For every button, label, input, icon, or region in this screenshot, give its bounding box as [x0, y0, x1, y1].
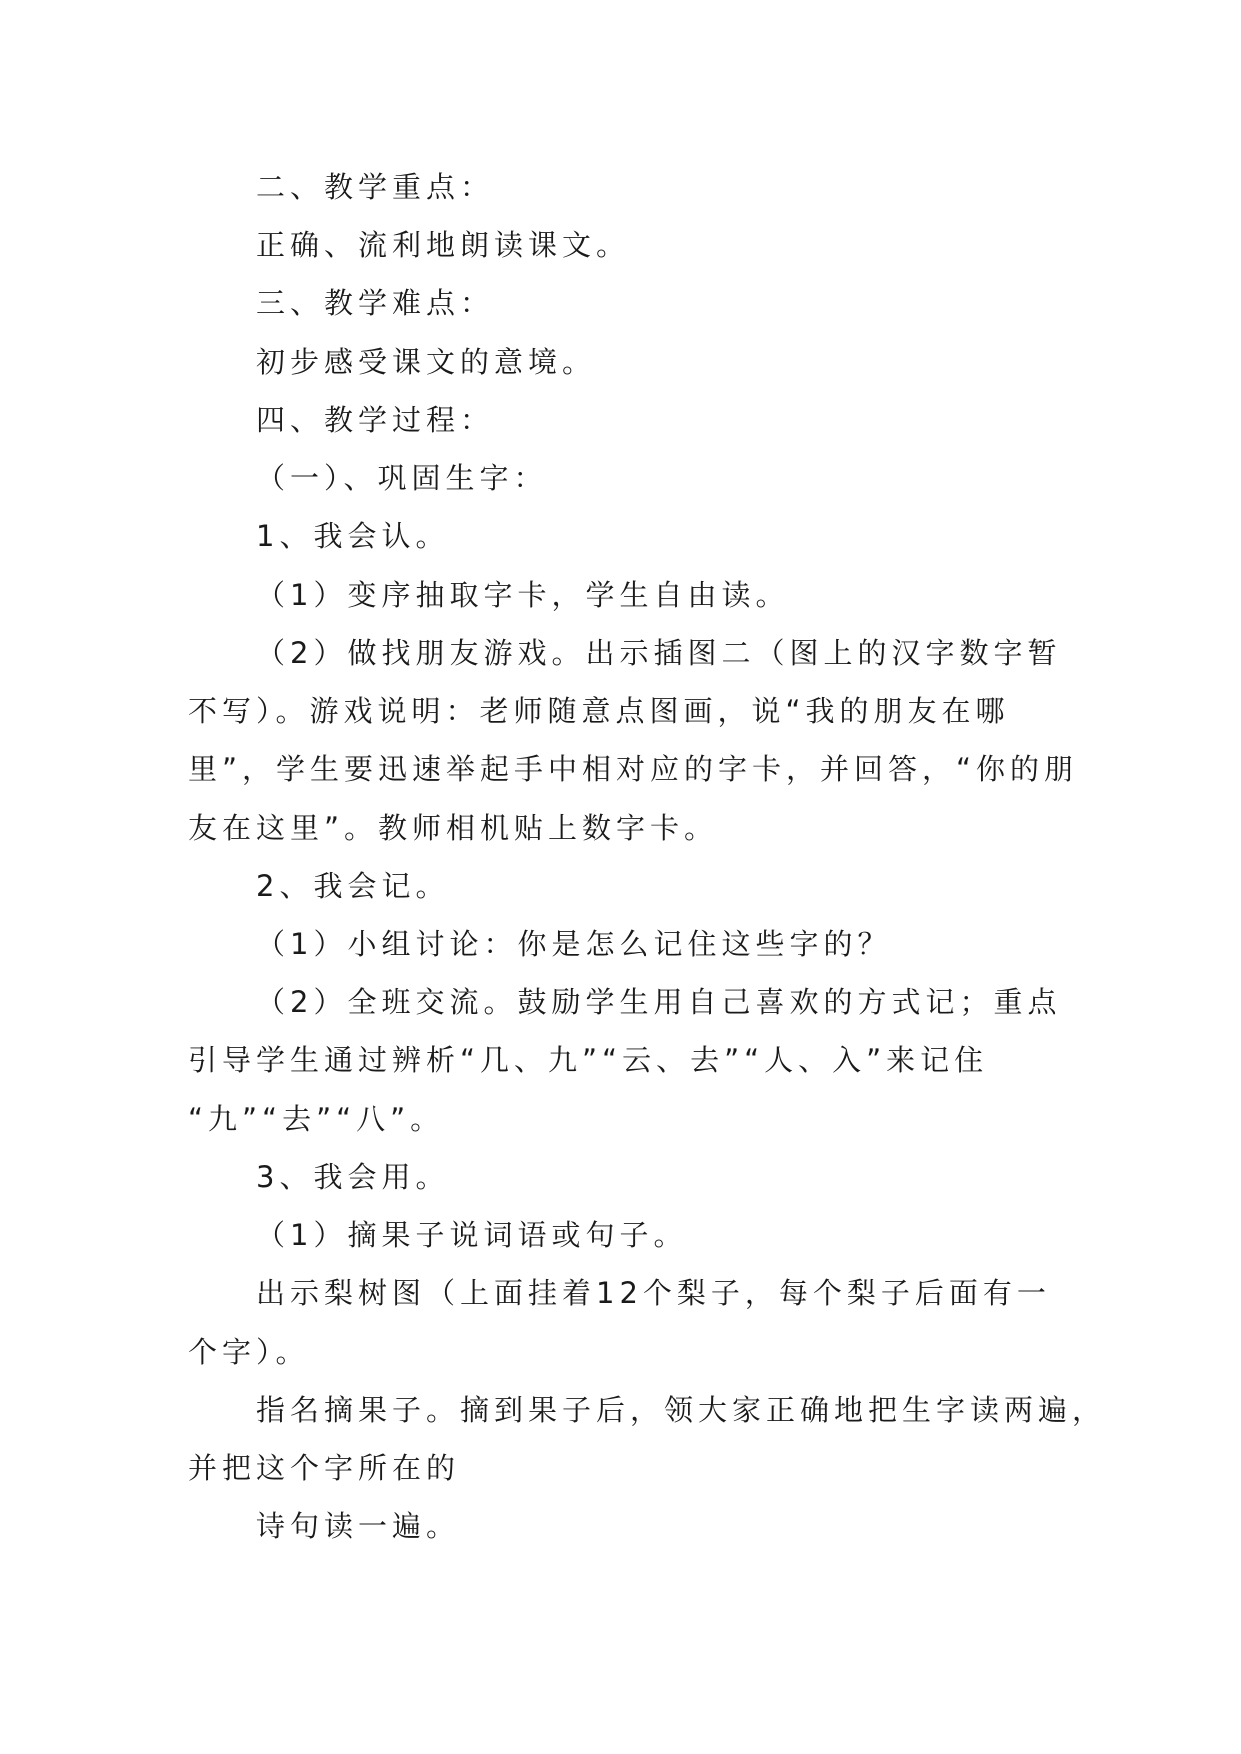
list-item-heading: 1、我会认。: [256, 519, 450, 553]
list-item: （1）变序抽取字卡，学生自由读。: [256, 578, 790, 612]
paragraph-line: 正确、流利地朗读课文。: [256, 228, 631, 262]
paragraph-line: 里”，学生要迅速举起手中相对应的字卡，并回答，“你的朋: [188, 752, 1079, 786]
list-item: （2）全班交流。鼓励学生用自己喜欢的方式记；重点: [256, 985, 1062, 1019]
list-item-heading: 3、我会用。: [256, 1160, 450, 1194]
paragraph-line: 个字）。: [188, 1335, 310, 1369]
paragraph-line: 诗句读一遍。: [256, 1509, 461, 1543]
heading-teaching-focus: 二、教学重点：: [256, 170, 495, 204]
paragraph-line: 初步感受课文的意境。: [256, 345, 597, 379]
paragraph-line: 不写）。游戏说明：老师随意点图画，说“我的朋友在哪: [188, 694, 1010, 728]
paragraph-line: “九”“去”“八”。: [188, 1102, 445, 1136]
paragraph-line: 并把这个字所在的: [188, 1451, 461, 1485]
heading-teaching-process: 四、教学过程：: [256, 403, 495, 437]
list-item: （2）做找朋友游戏。出示插图二（图上的汉字数字暂: [256, 636, 1062, 670]
paragraph-line: 指名摘果子。摘到果子后，领大家正确地把生字读两遍，: [256, 1393, 1107, 1427]
paragraph-line: 引导学生通过辨析“几、九”“云、去”“人、入”来记住: [188, 1043, 989, 1077]
list-item: （1）小组讨论：你是怎么记住这些字的？: [256, 927, 892, 961]
paragraph-line: 出示梨树图（上面挂着12个梨子，每个梨子后面有一: [256, 1276, 1051, 1310]
heading-teaching-difficulty: 三、教学难点：: [256, 286, 495, 320]
list-item-heading: 2、我会记。: [256, 869, 450, 903]
list-item: （1）摘果子说词语或句子。: [256, 1218, 688, 1252]
paragraph-line: 友在这里”。教师相机贴上数字卡。: [188, 811, 719, 845]
subheading-consolidate: （一）、巩固生字：: [256, 461, 548, 495]
